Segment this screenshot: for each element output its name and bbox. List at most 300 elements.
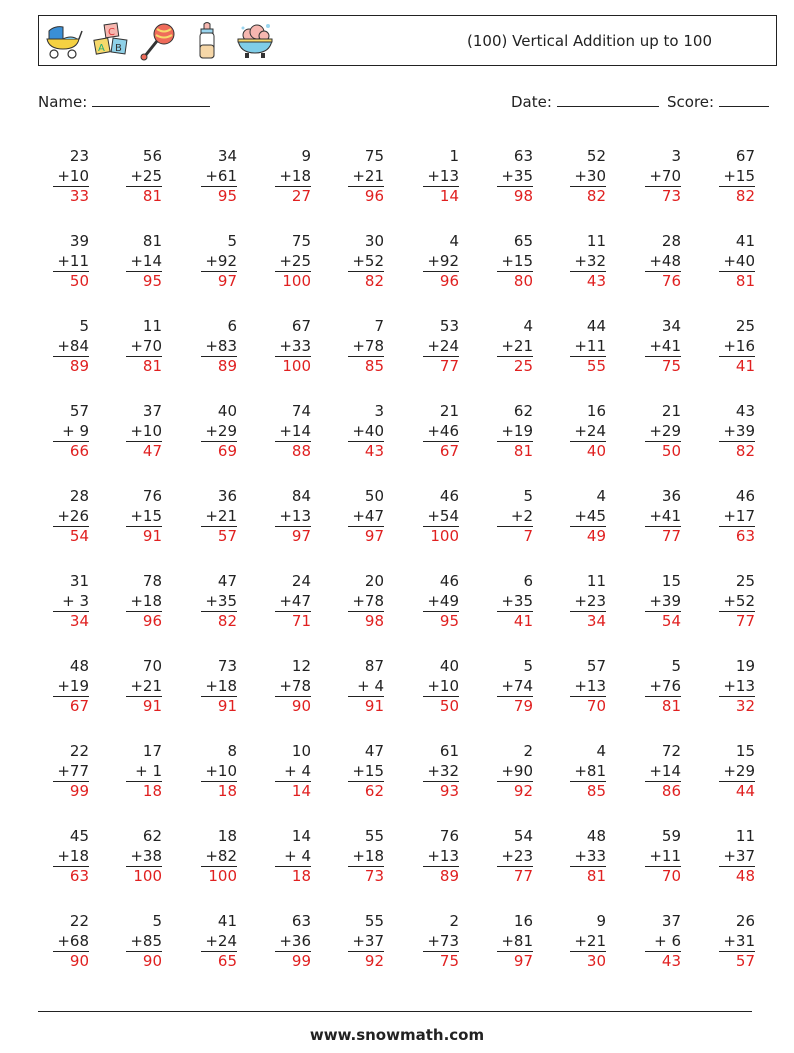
- addend-bottom: +29: [201, 422, 237, 443]
- problem: [473, 147, 533, 207]
- answer: 99: [69, 782, 89, 800]
- answer: 18: [291, 867, 311, 885]
- answer: 62: [364, 782, 384, 800]
- addend-top: 4: [449, 232, 459, 250]
- addend-top: 5: [227, 232, 237, 250]
- addend-top: 20: [364, 572, 384, 590]
- answer: 55: [586, 357, 606, 375]
- addend-top: 62: [513, 402, 533, 420]
- problem: [621, 912, 681, 972]
- addend-top: 67: [735, 147, 755, 165]
- baby-bottle-icon: [187, 21, 227, 61]
- answer: 97: [217, 272, 237, 290]
- answer: 43: [586, 272, 606, 290]
- addend-bottom: +17: [719, 507, 755, 528]
- addend-bottom: +40: [719, 252, 755, 273]
- problem: [251, 147, 311, 207]
- addend-top: 25: [735, 572, 755, 590]
- answer: 71: [291, 612, 311, 630]
- problem: [102, 487, 162, 547]
- addend-top: 78: [142, 572, 162, 590]
- addend-top: 19: [735, 657, 755, 675]
- date-blank[interactable]: [557, 92, 659, 107]
- answer: 47: [142, 442, 162, 460]
- footer-divider: [38, 1011, 752, 1012]
- problem: [29, 827, 89, 887]
- answer: 73: [364, 867, 384, 885]
- answer: 97: [513, 952, 533, 970]
- rattle-icon: [139, 21, 179, 61]
- addend-bottom: +18: [348, 847, 384, 868]
- addend-top: 46: [439, 572, 459, 590]
- addend-bottom: + 1: [126, 762, 162, 783]
- answer: 98: [364, 612, 384, 630]
- addend-top: 15: [735, 742, 755, 760]
- answer: 50: [69, 272, 89, 290]
- answer: 54: [661, 612, 681, 630]
- score-blank[interactable]: [719, 92, 769, 107]
- addend-bottom: +14: [275, 422, 311, 443]
- addend-bottom: +30: [570, 167, 606, 188]
- problem: [177, 657, 237, 717]
- answer: 95: [142, 272, 162, 290]
- addend-top: 28: [661, 232, 681, 250]
- answer: 43: [661, 952, 681, 970]
- problem: [29, 912, 89, 972]
- problem: [695, 827, 755, 887]
- addend-bottom: +78: [348, 592, 384, 613]
- answer: 89: [69, 357, 89, 375]
- problem: [399, 572, 459, 632]
- addend-bottom: +37: [348, 932, 384, 953]
- answer: 54: [69, 527, 89, 545]
- addend-bottom: +76: [645, 677, 681, 698]
- addend-bottom: +18: [126, 592, 162, 613]
- answer: 40: [586, 442, 606, 460]
- addend-bottom: +23: [497, 847, 533, 868]
- addend-top: 34: [217, 147, 237, 165]
- footer-website[interactable]: www.snowmath.com: [309, 1026, 485, 1044]
- addend-top: 40: [217, 402, 237, 420]
- addend-top: 63: [513, 147, 533, 165]
- addend-top: 11: [735, 827, 755, 845]
- problem: [29, 572, 89, 632]
- problem: [546, 912, 606, 972]
- problem: [399, 147, 459, 207]
- addend-top: 43: [735, 402, 755, 420]
- addend-bottom: +46: [423, 422, 459, 443]
- answer: 91: [142, 697, 162, 715]
- addend-bottom: +21: [126, 677, 162, 698]
- addend-top: 45: [69, 827, 89, 845]
- answer: 33: [69, 187, 89, 205]
- date-field[interactable]: [511, 92, 659, 111]
- addend-bottom: +33: [275, 337, 311, 358]
- addend-top: 50: [364, 487, 384, 505]
- problem: [546, 402, 606, 462]
- answer: 81: [142, 357, 162, 375]
- addend-bottom: +15: [348, 762, 384, 783]
- addend-top: 34: [661, 317, 681, 335]
- addend-top: 67: [291, 317, 311, 335]
- addend-bottom: + 4: [275, 762, 311, 783]
- addend-top: 48: [69, 657, 89, 675]
- answer: 75: [661, 357, 681, 375]
- addend-bottom: +26: [53, 507, 89, 528]
- answer: 95: [217, 187, 237, 205]
- problem: [546, 232, 606, 292]
- problem: [546, 657, 606, 717]
- addend-bottom: +37: [719, 847, 755, 868]
- addend-top: 74: [291, 402, 311, 420]
- problem: [251, 912, 311, 972]
- answer: 67: [69, 697, 89, 715]
- addend-bottom: +92: [201, 252, 237, 273]
- answer: 90: [69, 952, 89, 970]
- problem: [251, 317, 311, 377]
- problem: [324, 487, 384, 547]
- answer: 93: [439, 782, 459, 800]
- addend-top: 28: [69, 487, 89, 505]
- svg-text:B: B: [115, 43, 122, 54]
- addend-bottom: +92: [423, 252, 459, 273]
- addend-bottom: +47: [275, 592, 311, 613]
- addend-top: 44: [586, 317, 606, 335]
- answer: 98: [513, 187, 533, 205]
- addend-bottom: +52: [348, 252, 384, 273]
- answer: 82: [735, 442, 755, 460]
- answer: 81: [142, 187, 162, 205]
- answer: 91: [217, 697, 237, 715]
- addend-top: 54: [513, 827, 533, 845]
- problem: [473, 487, 533, 547]
- addend-top: 11: [586, 232, 606, 250]
- problem: [102, 657, 162, 717]
- problem: [621, 827, 681, 887]
- addend-top: 75: [291, 232, 311, 250]
- addend-bottom: + 9: [53, 422, 89, 443]
- addend-bottom: +70: [126, 337, 162, 358]
- addend-top: 73: [217, 657, 237, 675]
- answer: 67: [439, 442, 459, 460]
- answer: 44: [735, 782, 755, 800]
- addend-bottom: +70: [645, 167, 681, 188]
- addend-bottom: +73: [423, 932, 459, 953]
- answer: 32: [735, 697, 755, 715]
- answer: 100: [430, 527, 459, 545]
- answer: 97: [364, 527, 384, 545]
- addend-bottom: +21: [201, 507, 237, 528]
- answer: 27: [291, 187, 311, 205]
- addend-bottom: +24: [570, 422, 606, 443]
- answer: 50: [661, 442, 681, 460]
- problem: [102, 232, 162, 292]
- problem: [324, 232, 384, 292]
- answer: 81: [586, 867, 606, 885]
- addend-bottom: +41: [645, 507, 681, 528]
- addend-top: 41: [217, 912, 237, 930]
- answer: 97: [291, 527, 311, 545]
- addend-bottom: +35: [201, 592, 237, 613]
- addend-bottom: +18: [201, 677, 237, 698]
- addend-bottom: +32: [570, 252, 606, 273]
- addend-top: 61: [439, 742, 459, 760]
- problem: [473, 232, 533, 292]
- addend-top: 3: [374, 402, 384, 420]
- addend-bottom: +15: [126, 507, 162, 528]
- addend-bottom: +11: [53, 252, 89, 273]
- addend-top: 36: [217, 487, 237, 505]
- addend-bottom: +54: [423, 507, 459, 528]
- addend-bottom: +82: [201, 847, 237, 868]
- addend-top: 17: [142, 742, 162, 760]
- addend-bottom: +19: [497, 422, 533, 443]
- problem: [177, 742, 237, 802]
- addend-top: 81: [142, 232, 162, 250]
- addend-top: 39: [69, 232, 89, 250]
- addend-top: 75: [364, 147, 384, 165]
- answer: 85: [364, 357, 384, 375]
- addend-bottom: +24: [201, 932, 237, 953]
- addend-top: 21: [661, 402, 681, 420]
- answer: 100: [282, 357, 311, 375]
- addend-top: 16: [586, 402, 606, 420]
- problem: [621, 317, 681, 377]
- problem: [324, 317, 384, 377]
- addend-bottom: +83: [201, 337, 237, 358]
- answer: 57: [735, 952, 755, 970]
- answer: 85: [586, 782, 606, 800]
- problem: [251, 742, 311, 802]
- answer: 63: [69, 867, 89, 885]
- addend-top: 10: [291, 742, 311, 760]
- addend-bottom: +84: [53, 337, 89, 358]
- addend-top: 2: [449, 912, 459, 930]
- problem: [29, 402, 89, 462]
- date-label: Date:: [511, 93, 552, 111]
- problem: [621, 572, 681, 632]
- addend-top: 46: [735, 487, 755, 505]
- answer: 89: [217, 357, 237, 375]
- baby-bath-icon: [235, 21, 275, 61]
- answer: 50: [439, 697, 459, 715]
- problem: [29, 232, 89, 292]
- addend-bottom: +14: [645, 762, 681, 783]
- answer: 34: [586, 612, 606, 630]
- addend-top: 18: [217, 827, 237, 845]
- addend-bottom: +31: [719, 932, 755, 953]
- name-blank[interactable]: [92, 92, 210, 107]
- addend-bottom: +2: [497, 507, 533, 528]
- addend-bottom: +45: [570, 507, 606, 528]
- addend-top: 9: [301, 147, 311, 165]
- svg-text:A: A: [98, 43, 105, 54]
- addend-top: 40: [439, 657, 459, 675]
- problem: [29, 487, 89, 547]
- answer: 77: [439, 357, 459, 375]
- addend-bottom: + 4: [275, 847, 311, 868]
- answer: 77: [513, 867, 533, 885]
- addend-bottom: +13: [719, 677, 755, 698]
- problem: [102, 742, 162, 802]
- addend-top: 76: [439, 827, 459, 845]
- problem: [399, 657, 459, 717]
- addend-top: 76: [142, 487, 162, 505]
- addend-bottom: +78: [348, 337, 384, 358]
- addend-bottom: +35: [497, 167, 533, 188]
- problem: [546, 742, 606, 802]
- addend-bottom: +13: [570, 677, 606, 698]
- answer: 18: [217, 782, 237, 800]
- problem: [29, 742, 89, 802]
- addend-bottom: +11: [570, 337, 606, 358]
- name-field[interactable]: [38, 92, 210, 111]
- addend-bottom: +74: [497, 677, 533, 698]
- problem: [177, 317, 237, 377]
- problem: [399, 317, 459, 377]
- answer: 57: [217, 527, 237, 545]
- addend-top: 48: [586, 827, 606, 845]
- answer: 81: [661, 697, 681, 715]
- addend-bottom: +29: [719, 762, 755, 783]
- answer: 92: [364, 952, 384, 970]
- problem: [324, 657, 384, 717]
- problem: [399, 402, 459, 462]
- answer: 41: [735, 357, 755, 375]
- problem: [399, 487, 459, 547]
- problem: [177, 572, 237, 632]
- addend-bottom: +90: [497, 762, 533, 783]
- problem: [324, 912, 384, 972]
- addend-bottom: +85: [126, 932, 162, 953]
- answer: 81: [513, 442, 533, 460]
- problem: [324, 402, 384, 462]
- addend-top: 70: [142, 657, 162, 675]
- addend-bottom: +11: [645, 847, 681, 868]
- worksheet-title: (100) Vertical Addition up to 100: [467, 32, 712, 50]
- addend-bottom: +10: [126, 422, 162, 443]
- problem: [695, 742, 755, 802]
- answer: 91: [142, 527, 162, 545]
- problem: [102, 827, 162, 887]
- problem: [473, 317, 533, 377]
- addend-top: 52: [586, 147, 606, 165]
- answer: 89: [439, 867, 459, 885]
- answer: 100: [133, 867, 162, 885]
- problem: [251, 657, 311, 717]
- answer: 69: [217, 442, 237, 460]
- header-icons: [43, 19, 275, 63]
- problem: [177, 487, 237, 547]
- problem: [102, 317, 162, 377]
- problem: [546, 487, 606, 547]
- answer: 82: [735, 187, 755, 205]
- answer: 95: [439, 612, 459, 630]
- addend-top: 6: [227, 317, 237, 335]
- problem: [29, 317, 89, 377]
- problem: [251, 572, 311, 632]
- problem: [324, 827, 384, 887]
- addend-top: 62: [142, 827, 162, 845]
- score-field[interactable]: [667, 92, 769, 111]
- problem: [177, 232, 237, 292]
- addend-top: 8: [227, 742, 237, 760]
- problem: [251, 827, 311, 887]
- answer: 88: [291, 442, 311, 460]
- addend-top: 2: [523, 742, 533, 760]
- problem: [102, 147, 162, 207]
- answer: 92: [513, 782, 533, 800]
- addend-top: 5: [523, 487, 533, 505]
- baby-carriage-icon: [43, 21, 83, 61]
- answer: 90: [142, 952, 162, 970]
- addend-top: 4: [596, 742, 606, 760]
- problem: [177, 827, 237, 887]
- addend-top: 56: [142, 147, 162, 165]
- addend-top: 22: [69, 912, 89, 930]
- addend-top: 31: [69, 572, 89, 590]
- answer: 30: [586, 952, 606, 970]
- answer: 77: [661, 527, 681, 545]
- addend-top: 55: [364, 912, 384, 930]
- addend-bottom: +77: [53, 762, 89, 783]
- addend-bottom: +25: [275, 252, 311, 273]
- addend-top: 57: [69, 402, 89, 420]
- addend-bottom: +21: [570, 932, 606, 953]
- addend-bottom: +13: [423, 847, 459, 868]
- addend-bottom: +78: [275, 677, 311, 698]
- problem: [546, 147, 606, 207]
- problem: [621, 232, 681, 292]
- addend-bottom: +13: [275, 507, 311, 528]
- problem: [621, 147, 681, 207]
- addend-top: 23: [69, 147, 89, 165]
- problem: [324, 147, 384, 207]
- answer: 43: [364, 442, 384, 460]
- addend-top: 87: [364, 657, 384, 675]
- svg-text:C: C: [108, 27, 115, 38]
- addend-bottom: +24: [423, 337, 459, 358]
- answer: 73: [661, 187, 681, 205]
- problem: [102, 912, 162, 972]
- problem: [473, 742, 533, 802]
- abc-blocks-icon: [91, 21, 131, 61]
- problem: [177, 147, 237, 207]
- problem: [324, 742, 384, 802]
- addend-bottom: +52: [719, 592, 755, 613]
- addend-bottom: +36: [275, 932, 311, 953]
- answer: 99: [291, 952, 311, 970]
- addend-bottom: +68: [53, 932, 89, 953]
- addend-top: 5: [152, 912, 162, 930]
- addend-top: 37: [661, 912, 681, 930]
- answer: 49: [586, 527, 606, 545]
- addend-top: 47: [364, 742, 384, 760]
- answer: 79: [513, 697, 533, 715]
- answer: 76: [661, 272, 681, 290]
- answer: 82: [586, 187, 606, 205]
- addend-top: 55: [364, 827, 384, 845]
- addend-bottom: + 3: [53, 592, 89, 613]
- addend-top: 41: [735, 232, 755, 250]
- answer: 82: [364, 272, 384, 290]
- problem: [695, 912, 755, 972]
- answer: 66: [69, 442, 89, 460]
- addend-top: 16: [513, 912, 533, 930]
- answer: 91: [364, 697, 384, 715]
- problem: [102, 572, 162, 632]
- addend-bottom: +61: [201, 167, 237, 188]
